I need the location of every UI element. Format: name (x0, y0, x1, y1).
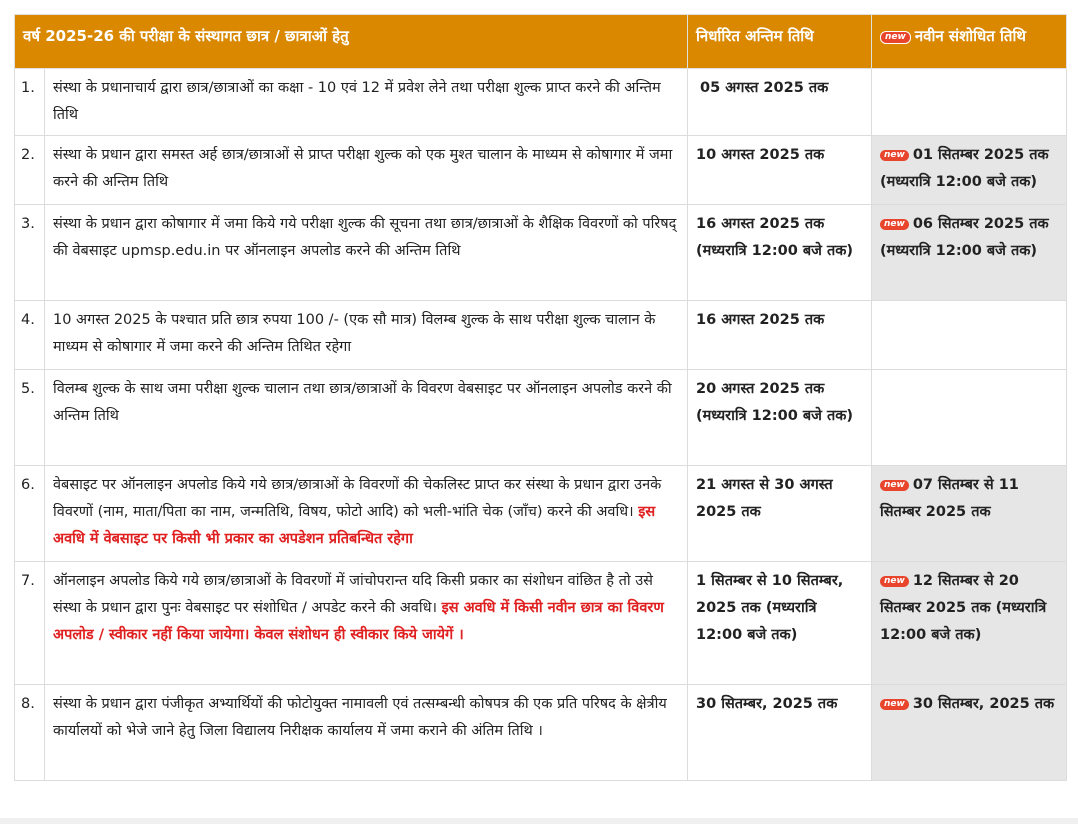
row-revised (872, 685, 1067, 781)
row-revised-date: 07 सितम्बर से 11 सितम्बर 2025 तक (880, 477, 1019, 520)
row-number: 5. (15, 370, 45, 466)
row-description (45, 466, 688, 562)
header-revised (872, 15, 1067, 69)
row-deadline: 20 अगस्त 2025 तक (मध्यरात्रि 12:00 बजे तक) (688, 370, 872, 466)
row-number: 4. (15, 301, 45, 370)
table-row (15, 466, 1067, 562)
row-number: 7. (15, 562, 45, 685)
table-row (15, 562, 1067, 685)
row-deadline: 16 अगस्त 2025 तक (मध्यरात्रि 12:00 बजे तक) (688, 205, 872, 301)
row-revised-empty (872, 301, 1067, 370)
table-row (15, 301, 1067, 370)
table-row (15, 69, 1067, 136)
header-revised-label: नवीन संशोधित तिथि (914, 27, 1026, 45)
new-badge-icon: new (880, 699, 909, 710)
row-number: 1. (15, 69, 45, 136)
header-deadline: निर्धारित अन्तिम तिथि (688, 15, 872, 69)
row-description (45, 562, 688, 685)
row-alert-text: इस अवधि में किसी नवीन छात्र का विवरण अपलोड / स्वीकार नहीं किया जायेगा। केवल संशोधन ही स्वीकार किये जायेगें । (53, 600, 664, 643)
row-description: 10 अगस्त 2025 के पश्चात प्रति छात्र रुपया 100 /- (एक सौ मात्र) विलम्ब शुल्क के साथ परीक्षा शुल्क चालान के माध्यम से कोषागार में जमा करने की अन्तिम तिथित रहेगा (45, 301, 688, 370)
exam-schedule-table (14, 14, 1067, 781)
row-deadline: 16 अगस्त 2025 तक (688, 301, 872, 370)
table-row (15, 685, 1067, 781)
row-description: संस्था के प्रधान द्वारा कोषागार में जमा किये गये परीक्षा शुल्क की सूचना तथा छात्र/छात्राओं के शैक्षिक विवरणों को परिषद् की वेबसाइट upmsp.edu.in पर ऑनलाइन अपलोड करने की अन्तिम तिथि (45, 205, 688, 301)
row-deadline: 21 अगस्त से 30 अगस्त 2025 तक (688, 466, 872, 562)
row-description: संस्था के प्रधानाचार्य द्वारा छात्र/छात्राओं का कक्षा - 10 एवं 12 में प्रवेश लेने तथा परीक्षा शुल्क प्राप्त करने की अन्तिम तिथि (45, 69, 688, 136)
header-description: वर्ष 2025-26 की परीक्षा के संस्थागत छात्र / छात्राओं हेतु (15, 15, 688, 69)
row-deadline: 1 सितम्बर से 10 सितम्बर, 2025 तक (मध्यरात्रि 12:00 बजे तक) (688, 562, 872, 685)
row-number: 3. (15, 205, 45, 301)
row-revised-date: 30 सितम्बर, 2025 तक (912, 696, 1055, 712)
table-header-row (15, 15, 1067, 69)
new-badge-icon: new (880, 480, 909, 491)
table-row (15, 136, 1067, 205)
row-description-text: वेबसाइट पर ऑनलाइन अपलोड किये गये छात्र/छात्राओं के विवरणों की चेकलिस्ट प्राप्त कर संस्था के प्रधान द्वारा उनके विवरणों (नाम, माता/पिता का नाम, जन्मतिथि, विषय, फोटो आदि) को भली-भांति चेक (जाँच) करने की अवधि। (53, 477, 662, 520)
row-number: 6. (15, 466, 45, 562)
page-bottom-divider (0, 818, 1078, 824)
row-description: संस्था के प्रधान द्वारा पंजीकृत अभ्यार्थियों की फोटोयुक्त नामावली एवं तत्सम्बन्धी कोषपत्र की एक प्रति परिषद के क्षेत्रीय कार्यालयों को भेजे जाने हेतु जिला विद्यालय निरीक्षक कार्यालय में जमा कराने की अंतिम तिथि । (45, 685, 688, 781)
new-badge-icon: new (880, 576, 909, 587)
row-description-text: ऑनलाइन अपलोड किये गये छात्र/छात्राओं के विवरणों में जांचोपरान्त यदि किसी प्रकार का संशोधन वांछित है तो उसे संस्था के प्रधान द्वारा पुनः वेबसाइट पर संशोधित / अपडेट करने की अवधि। (53, 573, 653, 616)
row-alert-text: इस अवधि में वेबसाइट पर किसी भी प्रकार का अपडेशन प्रतिबन्धित रहेगा (53, 504, 656, 547)
row-number: 2. (15, 136, 45, 205)
row-description: विलम्ब शुल्क के साथ जमा परीक्षा शुल्क चालान तथा छात्र/छात्राओं के विवरण वेबसाइट पर ऑनलाइन अपलोड करने की अन्तिम तिथि (45, 370, 688, 466)
row-revised-date: 01 सितम्बर 2025 तक (मध्यरात्रि 12:00 बजे तक) (880, 147, 1049, 190)
row-revised (872, 205, 1067, 301)
row-number: 8. (15, 685, 45, 781)
row-deadline: 05 अगस्त 2025 तक (688, 69, 872, 136)
row-description: संस्था के प्रधान द्वारा समस्त अर्ह छात्र/छात्राओं से प्राप्त परीक्षा शुल्क को एक मुश्त चालान के माध्यम से कोषागार में जमा करने की अन्तिम तिथि (45, 136, 688, 205)
row-deadline: 30 सितम्बर, 2025 तक (688, 685, 872, 781)
row-revised (872, 136, 1067, 205)
table-row (15, 370, 1067, 466)
row-deadline: 10 अगस्त 2025 तक (688, 136, 872, 205)
new-badge-icon: new (880, 31, 911, 44)
row-revised-empty (872, 370, 1067, 466)
row-revised-date: 12 सितम्बर से 20 सितम्बर 2025 तक (मध्यरात्रि 12:00 बजे तक) (880, 573, 1047, 643)
row-revised (872, 466, 1067, 562)
row-revised-date: 06 सितम्बर 2025 तक (मध्यरात्रि 12:00 बजे तक) (880, 216, 1049, 259)
new-badge-icon: new (880, 219, 909, 230)
row-revised-empty (872, 69, 1067, 136)
schedule-table-container (14, 14, 1066, 781)
new-badge-icon: new (880, 150, 909, 161)
row-revised (872, 562, 1067, 685)
table-row (15, 205, 1067, 301)
